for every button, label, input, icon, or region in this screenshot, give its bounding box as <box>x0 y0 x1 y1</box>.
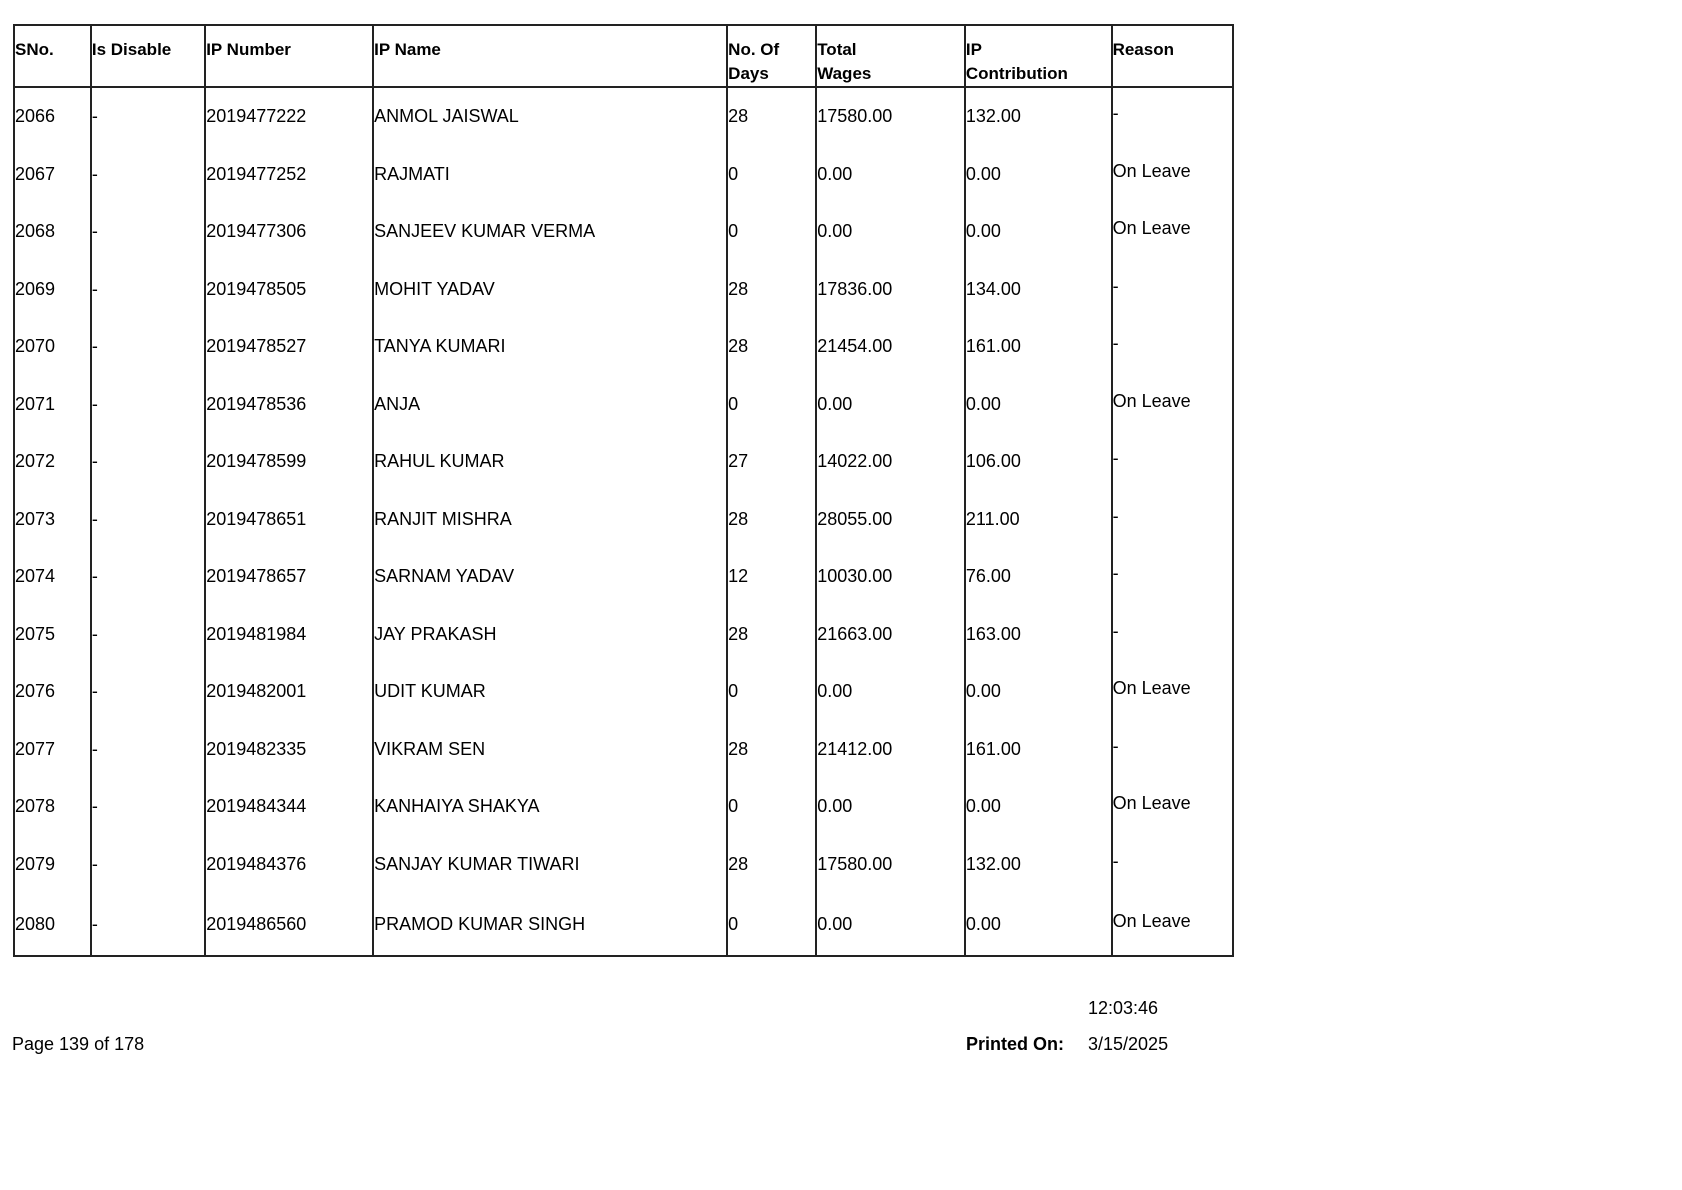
cell-ip-contribution-text: 106.00 <box>965 451 1021 472</box>
cell-days-text: 28 <box>728 106 749 127</box>
table-row <box>14 893 1233 956</box>
cell-ip-name <box>373 203 727 261</box>
header-ip-name: IP Name <box>373 25 727 87</box>
cell-ip-contribution-text: 132.00 <box>965 106 1021 127</box>
cell-total-wages <box>816 663 965 721</box>
cell-total-wages-text: 0.00 <box>817 393 853 414</box>
cell-is-disable-text: - <box>91 508 98 529</box>
cell-is-disable-text: - <box>91 393 98 414</box>
cell-is-disable-text: - <box>91 623 98 644</box>
table-row <box>14 721 1233 779</box>
cell-total-wages <box>816 548 965 606</box>
cell-ip-contribution <box>965 778 1112 836</box>
cell-reason-text: On Leave <box>1112 793 1191 814</box>
cell-ip-contribution <box>965 87 1112 146</box>
header-ip-number: IP Number <box>205 25 373 87</box>
cell-ip-contribution-text: 211.00 <box>965 508 1020 529</box>
cell-total-wages-text: 14022.00 <box>817 451 893 472</box>
cell-ip-number-text: 2019484376 <box>206 853 307 874</box>
cell-days <box>727 836 816 894</box>
cell-ip-contribution <box>965 433 1112 491</box>
cell-total-wages-text: 10030.00 <box>817 566 893 587</box>
cell-is-disable-text: - <box>91 221 98 242</box>
cell-days-text: 28 <box>728 336 749 357</box>
cell-is-disable-text: - <box>91 451 98 472</box>
cell-is-disable-text: - <box>91 796 98 817</box>
cell-reason <box>1112 893 1233 956</box>
cell-ip-contribution <box>965 893 1112 956</box>
table-row <box>14 663 1233 721</box>
cell-ip-number <box>205 548 373 606</box>
cell-is-disable <box>91 721 205 779</box>
cell-ip-name <box>373 606 727 664</box>
cell-sno-text: 2070 <box>15 336 56 357</box>
cell-sno <box>14 376 91 434</box>
cell-ip-name-text: RAHUL KUMAR <box>374 451 505 472</box>
cell-ip-number-text: 2019477306 <box>206 221 307 242</box>
cell-ip-name <box>373 87 727 146</box>
cell-ip-number <box>205 721 373 779</box>
cell-reason <box>1112 87 1233 146</box>
cell-ip-number-text: 2019482001 <box>206 681 307 702</box>
cell-days-text: 28 <box>728 623 749 644</box>
cell-total-wages-text: 0.00 <box>817 221 853 242</box>
cell-is-disable <box>91 376 205 434</box>
cell-ip-contribution <box>965 548 1112 606</box>
cell-days-text: 28 <box>728 508 749 529</box>
cell-total-wages <box>816 606 965 664</box>
cell-sno <box>14 87 91 146</box>
cell-sno-text: 2076 <box>15 681 56 702</box>
cell-total-wages <box>816 203 965 261</box>
cell-ip-number <box>205 836 373 894</box>
cell-days <box>727 606 816 664</box>
cell-total-wages-text: 0.00 <box>817 681 853 702</box>
cell-ip-number-text: 2019478599 <box>206 451 307 472</box>
cell-is-disable-text: - <box>91 681 98 702</box>
cell-reason <box>1112 203 1233 261</box>
table-row <box>14 318 1233 376</box>
cell-total-wages-text: 17580.00 <box>817 853 893 874</box>
table-row <box>14 606 1233 664</box>
cell-sno-text: 2074 <box>15 566 56 587</box>
table-row <box>14 548 1233 606</box>
cell-is-disable <box>91 146 205 204</box>
cell-ip-name-text: RANJIT MISHRA <box>374 508 512 529</box>
cell-sno <box>14 893 91 956</box>
cell-sno-text: 2072 <box>15 451 56 472</box>
cell-ip-contribution <box>965 721 1112 779</box>
cell-days-text: 28 <box>728 853 749 874</box>
cell-ip-name <box>373 491 727 549</box>
cell-ip-name <box>373 836 727 894</box>
cell-days <box>727 491 816 549</box>
cell-ip-name-text: UDIT KUMAR <box>374 681 486 702</box>
table-row <box>14 433 1233 491</box>
cell-total-wages-text: 0.00 <box>817 913 853 934</box>
table-row <box>14 87 1233 146</box>
cell-is-disable <box>91 836 205 894</box>
cell-days <box>727 146 816 204</box>
cell-ip-name <box>373 778 727 836</box>
cell-total-wages <box>816 836 965 894</box>
cell-is-disable-text: - <box>91 738 98 759</box>
cell-total-wages <box>816 87 965 146</box>
cell-ip-number <box>205 491 373 549</box>
cell-is-disable-text: - <box>91 853 98 874</box>
cell-reason-text: - <box>1112 103 1119 124</box>
cell-ip-contribution <box>965 376 1112 434</box>
cell-ip-name-text: RAJMATI <box>374 163 450 184</box>
table-row <box>14 376 1233 434</box>
cell-total-wages-text: 21412.00 <box>817 738 893 759</box>
table-row <box>14 836 1233 894</box>
cell-total-wages-text: 17580.00 <box>817 106 893 127</box>
cell-ip-contribution-text: 132.00 <box>965 853 1021 874</box>
cell-ip-contribution <box>965 146 1112 204</box>
cell-is-disable <box>91 893 205 956</box>
cell-ip-name <box>373 261 727 319</box>
cell-ip-contribution-text: 134.00 <box>965 278 1021 299</box>
cell-sno-text: 2067 <box>15 163 56 184</box>
page-number-label: Page 139 of 178 <box>12 1034 145 1054</box>
cell-total-wages-text: 0.00 <box>817 796 853 817</box>
cell-is-disable-text: - <box>91 278 98 299</box>
cell-ip-name-text: JAY PRAKASH <box>374 623 497 644</box>
cell-sno <box>14 663 91 721</box>
cell-ip-number <box>205 376 373 434</box>
cell-reason <box>1112 491 1233 549</box>
cell-ip-name <box>373 663 727 721</box>
cell-sno <box>14 318 91 376</box>
cell-is-disable-text: - <box>91 106 98 127</box>
cell-sno-text: 2068 <box>15 221 56 242</box>
cell-is-disable <box>91 433 205 491</box>
cell-ip-contribution <box>965 203 1112 261</box>
cell-ip-contribution-text: 0.00 <box>965 913 1001 934</box>
cell-days-text: 0 <box>728 393 739 414</box>
print-date: 3/15/2025 <box>1088 1034 1169 1054</box>
cell-ip-contribution-text: 0.00 <box>965 796 1001 817</box>
cell-days <box>727 548 816 606</box>
cell-total-wages <box>816 893 965 956</box>
cell-is-disable <box>91 87 205 146</box>
cell-sno-text: 2079 <box>15 853 56 874</box>
cell-ip-number <box>205 87 373 146</box>
header-reason: Reason <box>1112 25 1233 87</box>
cell-is-disable <box>91 663 205 721</box>
cell-total-wages-text: 28055.00 <box>817 508 893 529</box>
cell-sno <box>14 721 91 779</box>
cell-is-disable-text: - <box>91 336 98 357</box>
table-row <box>14 778 1233 836</box>
cell-sno-text: 2077 <box>15 738 56 759</box>
cell-sno <box>14 261 91 319</box>
cell-ip-number-text: 2019478536 <box>206 393 307 414</box>
cell-ip-number-text: 2019478651 <box>206 508 307 529</box>
cell-days-text: 28 <box>728 278 749 299</box>
cell-is-disable <box>91 203 205 261</box>
cell-ip-contribution <box>965 318 1112 376</box>
cell-ip-contribution <box>965 491 1112 549</box>
cell-reason-text: On Leave <box>1112 678 1191 699</box>
cell-days <box>727 893 816 956</box>
table-row <box>14 491 1233 549</box>
cell-ip-number <box>205 893 373 956</box>
cell-days-text: 0 <box>728 913 739 934</box>
cell-sno-text: 2078 <box>15 796 56 817</box>
cell-days <box>727 87 816 146</box>
cell-reason-text: - <box>1112 505 1119 526</box>
cell-reason <box>1112 376 1233 434</box>
cell-ip-number-text: 2019482335 <box>206 738 307 759</box>
cell-sno <box>14 548 91 606</box>
cell-reason <box>1112 778 1233 836</box>
cell-ip-number <box>205 203 373 261</box>
cell-sno <box>14 433 91 491</box>
cell-sno-text: 2069 <box>15 278 56 299</box>
header-ip-contribution: IP Contribution <box>965 25 1112 87</box>
cell-sno <box>14 203 91 261</box>
cell-days-text: 0 <box>728 221 739 242</box>
cell-is-disable <box>91 261 205 319</box>
cell-reason <box>1112 548 1233 606</box>
cell-reason <box>1112 146 1233 204</box>
cell-reason <box>1112 836 1233 894</box>
cell-days <box>727 663 816 721</box>
cell-ip-number-text: 2019477222 <box>206 106 307 127</box>
cell-days-text: 0 <box>728 163 739 184</box>
cell-ip-name <box>373 433 727 491</box>
cell-days-text: 0 <box>728 796 739 817</box>
cell-ip-number-text: 2019486560 <box>206 913 307 934</box>
table-row <box>14 203 1233 261</box>
cell-ip-name <box>373 893 727 956</box>
cell-is-disable-text: - <box>91 913 98 934</box>
cell-ip-contribution <box>965 663 1112 721</box>
cell-sno <box>14 491 91 549</box>
cell-total-wages <box>816 261 965 319</box>
cell-ip-contribution <box>965 606 1112 664</box>
cell-reason-text: On Leave <box>1112 390 1191 411</box>
cell-is-disable <box>91 491 205 549</box>
cell-reason <box>1112 606 1233 664</box>
cell-sno <box>14 146 91 204</box>
cell-sno <box>14 606 91 664</box>
cell-reason <box>1112 261 1233 319</box>
cell-reason <box>1112 433 1233 491</box>
cell-ip-contribution <box>965 836 1112 894</box>
cell-total-wages <box>816 433 965 491</box>
cell-total-wages <box>816 318 965 376</box>
cell-sno <box>14 778 91 836</box>
cell-reason-text: - <box>1112 620 1119 641</box>
cell-ip-number-text: 2019484344 <box>206 796 307 817</box>
ip-contribution-table <box>13 24 1234 957</box>
cell-sno-text: 2071 <box>15 393 56 414</box>
cell-total-wages <box>816 146 965 204</box>
cell-is-disable-text: - <box>91 566 98 587</box>
cell-total-wages-text: 21454.00 <box>817 336 893 357</box>
cell-ip-number-text: 2019481984 <box>206 623 307 644</box>
cell-is-disable-text: - <box>91 163 98 184</box>
cell-ip-contribution-text: 161.00 <box>965 336 1021 357</box>
cell-ip-contribution <box>965 261 1112 319</box>
cell-reason <box>1112 721 1233 779</box>
cell-ip-number-text: 2019477252 <box>206 163 307 184</box>
cell-ip-name <box>373 146 727 204</box>
cell-ip-name <box>373 376 727 434</box>
cell-reason-text: - <box>1112 735 1119 756</box>
cell-ip-name-text: SARNAM YADAV <box>374 566 515 587</box>
cell-ip-contribution-text: 0.00 <box>965 393 1001 414</box>
cell-days <box>727 721 816 779</box>
cell-ip-name-text: KANHAIYA SHAKYA <box>374 796 540 817</box>
cell-total-wages-text: 17836.00 <box>817 278 893 299</box>
cell-ip-number <box>205 318 373 376</box>
cell-total-wages-text: 0.00 <box>817 163 853 184</box>
print-time: 12:03:46 <box>1088 998 1159 1018</box>
header-is-disable: Is Disable <box>91 25 205 87</box>
table-header-row <box>14 25 1233 87</box>
cell-ip-number-text: 2019478527 <box>206 336 307 357</box>
cell-ip-number-text: 2019478657 <box>206 566 307 587</box>
cell-reason-text: - <box>1112 333 1119 354</box>
cell-ip-contribution-text: 163.00 <box>965 623 1021 644</box>
cell-ip-name-text: TANYA KUMARI <box>374 336 506 357</box>
cell-days <box>727 203 816 261</box>
printed-on-label: Printed On: <box>966 1034 1064 1054</box>
cell-total-wages-text: 21663.00 <box>817 623 893 644</box>
cell-ip-contribution-text: 0.00 <box>965 681 1001 702</box>
cell-ip-number <box>205 663 373 721</box>
cell-days <box>727 778 816 836</box>
cell-sno-text: 2073 <box>15 508 56 529</box>
cell-ip-name-text: MOHIT YADAV <box>374 278 495 299</box>
cell-ip-name-text: ANMOL JAISWAL <box>374 106 519 127</box>
cell-total-wages <box>816 721 965 779</box>
cell-ip-contribution-text: 161.00 <box>965 738 1021 759</box>
cell-ip-contribution-text: 0.00 <box>965 163 1001 184</box>
cell-ip-name-text: SANJAY KUMAR TIWARI <box>374 853 580 874</box>
table-body <box>14 87 1233 956</box>
cell-ip-name-text: SANJEEV KUMAR VERMA <box>374 221 596 242</box>
cell-ip-name <box>373 548 727 606</box>
cell-days-text: 12 <box>728 566 749 587</box>
cell-ip-name <box>373 318 727 376</box>
header-sno: SNo. <box>14 25 91 87</box>
cell-days <box>727 318 816 376</box>
cell-ip-number-text: 2019478505 <box>206 278 307 299</box>
cell-ip-number <box>205 778 373 836</box>
cell-total-wages <box>816 376 965 434</box>
cell-reason-text: On Leave <box>1112 160 1191 181</box>
cell-sno <box>14 836 91 894</box>
cell-sno-text: 2075 <box>15 623 56 644</box>
cell-ip-number <box>205 261 373 319</box>
cell-is-disable <box>91 778 205 836</box>
cell-is-disable <box>91 606 205 664</box>
cell-ip-name-text: ANJA <box>374 393 421 414</box>
cell-sno-text: 2066 <box>15 106 56 127</box>
cell-sno-text: 2080 <box>15 913 56 934</box>
cell-ip-number <box>205 146 373 204</box>
cell-is-disable <box>91 548 205 606</box>
table-row <box>14 146 1233 204</box>
cell-days <box>727 433 816 491</box>
cell-days-text: 0 <box>728 681 739 702</box>
header-total-wages: Total Wages <box>816 25 965 87</box>
cell-ip-name-text: PRAMOD KUMAR SINGH <box>374 913 586 934</box>
cell-days-text: 27 <box>728 451 749 472</box>
cell-ip-name <box>373 721 727 779</box>
cell-ip-number <box>205 433 373 491</box>
cell-reason-text: On Leave <box>1112 910 1191 931</box>
cell-reason-text: - <box>1112 563 1119 584</box>
cell-total-wages <box>816 778 965 836</box>
cell-reason-text: On Leave <box>1112 218 1191 239</box>
cell-reason <box>1112 663 1233 721</box>
cell-days <box>727 261 816 319</box>
cell-total-wages <box>816 491 965 549</box>
cell-reason-text: - <box>1112 448 1119 469</box>
cell-reason <box>1112 318 1233 376</box>
cell-days <box>727 376 816 434</box>
cell-reason-text: - <box>1112 275 1119 296</box>
cell-ip-contribution-text: 0.00 <box>965 221 1001 242</box>
cell-ip-contribution-text: 76.00 <box>965 566 1011 587</box>
cell-ip-name-text: VIKRAM SEN <box>374 738 486 759</box>
header-no-of-days: No. Of Days <box>727 25 816 87</box>
table-row <box>14 261 1233 319</box>
cell-ip-number <box>205 606 373 664</box>
cell-reason-text: - <box>1112 850 1119 871</box>
cell-is-disable <box>91 318 205 376</box>
cell-days-text: 28 <box>728 738 749 759</box>
